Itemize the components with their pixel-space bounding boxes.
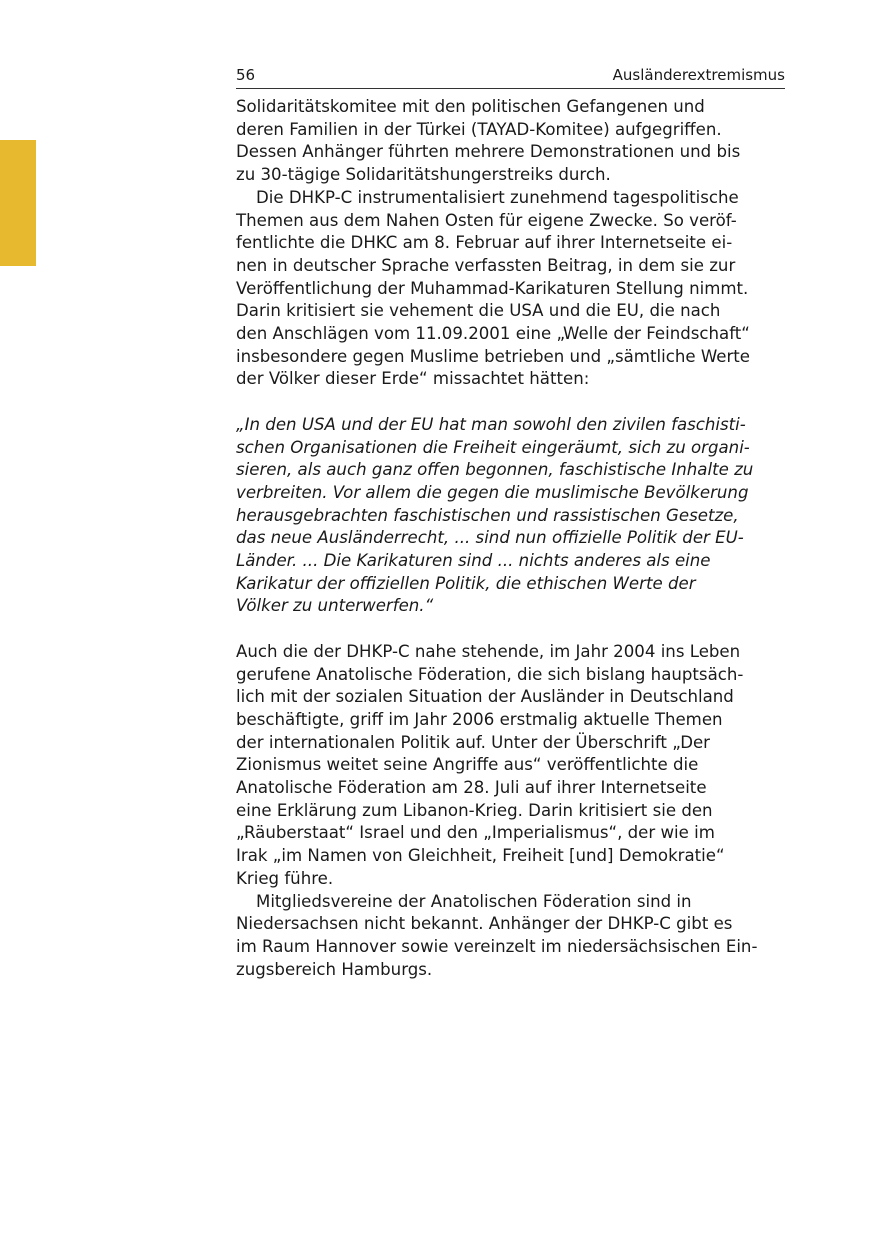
text-line: den Anschlägen vom 11.09.2001 eine „Welle der Feindschaft“ <box>236 324 750 344</box>
text-line: beschäftigte, griff im Jahr 2006 erstmalig aktuelle Themen <box>236 709 723 729</box>
quote-line: schen Organisationen die Freiheit eingeräumt, sich zu organi- <box>236 437 750 457</box>
quote-line: Länder. ... Die Karikaturen sind ... nichts anderes als eine <box>236 551 711 571</box>
text-line: der Völker dieser Erde“ missachtet hätten: <box>236 369 590 389</box>
body-text <box>236 96 785 981</box>
text-line: Anatolische Föderation am 28. Juli auf ihrer Internetseite <box>236 778 707 798</box>
text-line: der internationalen Politik auf. Unter der Überschrift „Der <box>236 732 711 752</box>
page-header <box>236 66 785 89</box>
block-quote <box>236 414 785 618</box>
quote-line: das neue Ausländerrecht, ... sind nun offizielle Politik der EU- <box>236 528 744 548</box>
quote-line: Völker zu unterwerfen.“ <box>236 596 434 616</box>
running-title: Ausländerextremismus <box>612 66 785 84</box>
chapter-tab-marker <box>0 140 36 266</box>
text-line: lich mit der sozialen Situation der Ausländer in Deutschland <box>236 687 734 707</box>
text-line: fentlichte die DHKC am 8. Februar auf ihrer Internetseite ei- <box>236 233 733 253</box>
text-line: Mitgliedsvereine der Anatolischen Föderation sind in <box>256 891 692 911</box>
paragraph-3 <box>236 641 785 891</box>
text-line: gerufene Anatolische Föderation, die sich bislang hauptsäch- <box>236 664 744 684</box>
text-line: insbesondere gegen Muslime betrieben und „sämtliche Werte <box>236 346 751 366</box>
text-line: Die DHKP-C instrumentalisiert zunehmend tagespolitische <box>256 187 739 207</box>
text-line: deren Familien in der Türkei (TAYAD-Komitee) aufgegriffen. <box>236 119 722 139</box>
quote-line: sieren, als auch ganz offen begonnen, faschistische Inhalte zu <box>236 460 754 480</box>
text-line: Themen aus dem Nahen Osten für eigene Zwecke. So veröf- <box>236 210 737 230</box>
text-line: zu 30-tägige Solidaritätshungerstreiks durch. <box>236 165 611 185</box>
text-line: zugsbereich Hamburgs. <box>236 959 433 979</box>
text-line: Darin kritisiert sie vehement die USA und die EU, die nach <box>236 301 721 321</box>
text-line: „Räuberstaat“ Israel und den „Imperialismus“, der wie im <box>236 823 715 843</box>
quote-line: Karikatur der offiziellen Politik, die ethischen Werte der <box>236 573 696 593</box>
text-line: Niedersachsen nicht bekannt. Anhänger der DHKP-C gibt es <box>236 914 733 934</box>
quote-line: „In den USA und der EU hat man sowohl den zivilen faschisti- <box>236 414 746 434</box>
text-line: Veröffentlichung der Muhammad-Karikaturen Stellung nimmt. <box>236 278 749 298</box>
paragraph-1 <box>236 96 785 187</box>
text-line: Irak „im Namen von Gleichheit, Freiheit [und] Demokratie“ <box>236 846 725 866</box>
text-line: eine Erklärung zum Libanon-Krieg. Darin kritisiert sie den <box>236 800 713 820</box>
paragraph-4 <box>236 891 785 982</box>
page-number: 56 <box>236 66 256 84</box>
text-line: im Raum Hannover sowie vereinzelt im niedersächsischen Ein- <box>236 936 758 956</box>
text-line: nen in deutscher Sprache verfassten Beitrag, in dem sie zur <box>236 255 736 275</box>
text-line: Solidaritätskomitee mit den politischen Gefangenen und <box>236 97 705 116</box>
paragraph-2 <box>236 187 785 391</box>
quote-line: verbreiten. Vor allem die gegen die muslimische Bevölkerung <box>236 482 749 502</box>
text-line: Auch die der DHKP-C nahe stehende, im Jahr 2004 ins Leben <box>236 641 741 661</box>
text-line: Krieg führe. <box>236 868 334 888</box>
quote-line: herausgebrachten faschistischen und rassistischen Gesetze, <box>236 505 739 525</box>
text-line: Dessen Anhänger führten mehrere Demonstrationen und bis <box>236 142 741 162</box>
text-line: Zionismus weitet seine Angriffe aus“ veröffentlichte die <box>236 755 699 775</box>
